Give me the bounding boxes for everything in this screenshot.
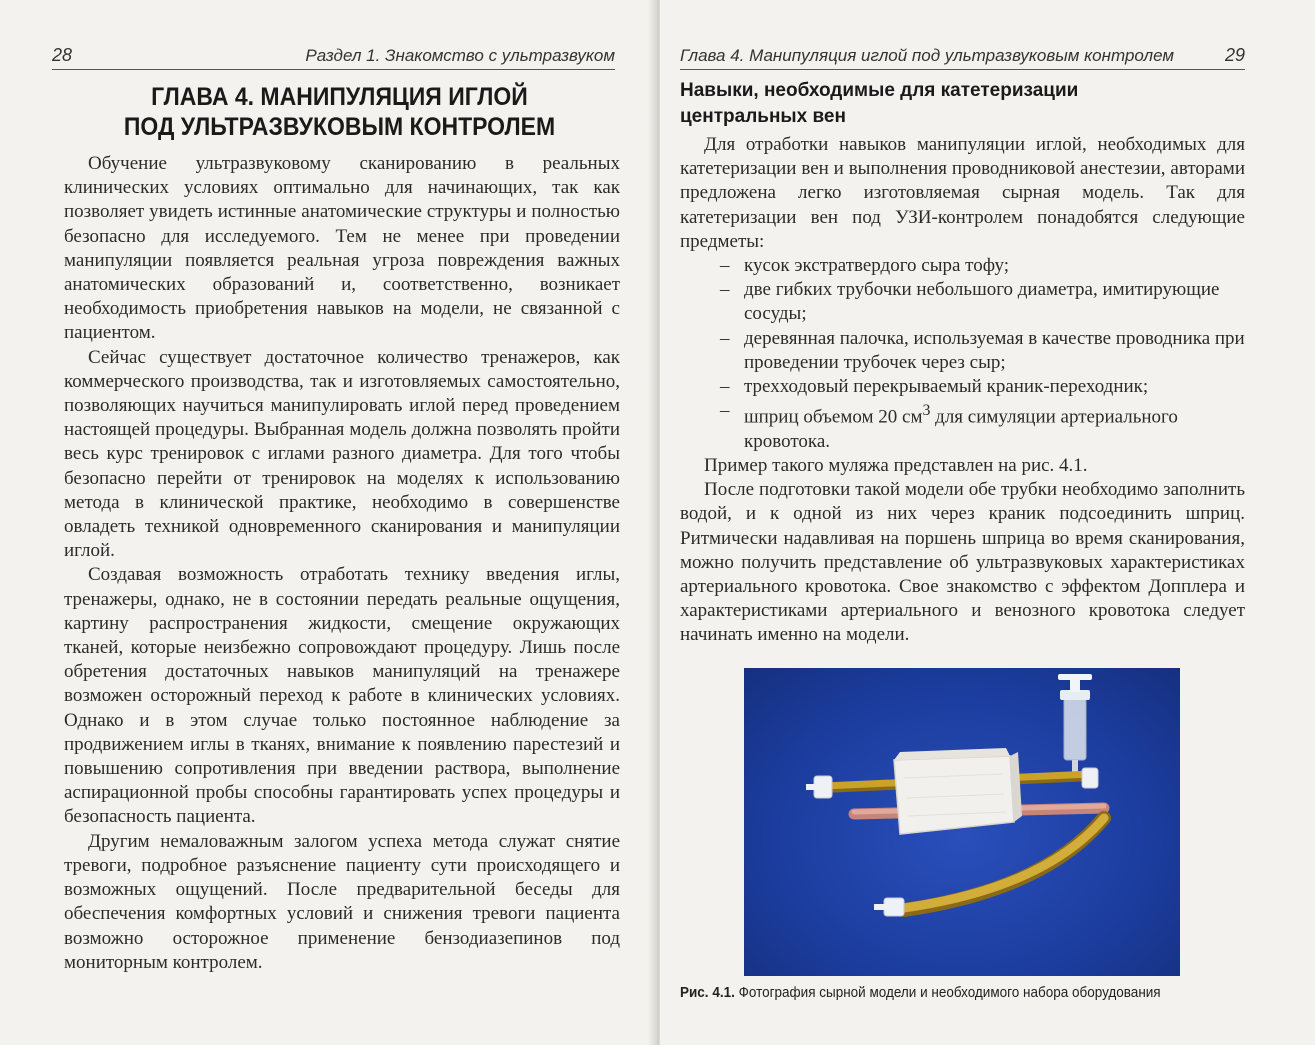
- list-item: – две гибких трубочки небольшого диаметра, имитирующие сосуды;: [680, 278, 1245, 326]
- left-page: [0, 0, 655, 1045]
- paragraph-4: Другим немаловажным залогом успеха метода служат снятие тревоги, подробное разъяснение пациенту сути происходящего и возможных ощущений. После предварительной беседы для обеспечения комфортных условий и снижения тревоги пациента возможно осторожное применение бензодиазепинов под мониторным контролем.: [64, 830, 620, 973]
- superscript-three: 3: [922, 402, 931, 420]
- section-title: [680, 78, 1120, 130]
- chapter-title-line-1: ГЛАВА 4. МАНИПУЛЯЦИЯ ИГЛОЙ: [151, 83, 528, 111]
- right-page: [660, 0, 1315, 1045]
- equipment-list: [680, 254, 1245, 454]
- left-page-number: 28: [52, 45, 73, 65]
- right-running-head-text: Глава 4. Манипуляция иглой под ультразвуковым контролем: [680, 46, 1174, 65]
- paragraph-3: Создавая возможность отработать технику введения иглы, тренажеры, однако, не в состоянии передать реальные ощущения, картину распространения жидкости, смещение окружающих тканей, которые неизбежно сопровождают процедуру. Лишь после обретения достаточных навыков манипуляций на тренажере возможен осторожный переход к работе в клинических условиях. Однако и в этом случае только постоянное наблюдение за продвижением иглы в тканях, внимание к появлению парестезий и повышению сопротивления при введении раствора, выполнение аспирационной пробы способны гарантировать успех процедуры и безопасность пациента.: [64, 564, 620, 828]
- left-body-text: [64, 152, 620, 975]
- cheese-model-illustration: [744, 668, 1180, 976]
- list-item: – деревянная палочка, используемая в качестве проводника при проведении трубочек через сыр;: [680, 327, 1245, 375]
- section-title-line-1: Навыки, необходимые для катетеризации: [680, 80, 1079, 101]
- stopcock-valve-icon: [874, 898, 904, 916]
- intro-paragraph: Для отработки навыков манипуляции иглой, необходимых для катетеризации вен и выполнения проводниковой анестезии, авторами предложена легко изготовляемая сырная модель. Так для катетеризации вен под УЗИ-контролем понадобятся следующие предметы:: [680, 134, 1245, 252]
- stopcock-valve-icon: [1082, 768, 1098, 788]
- figure-caption: [680, 984, 1202, 1001]
- list-item: – трехходовый перекрываемый краник-переходник;: [680, 375, 1245, 399]
- paragraph-2: Сейчас существует достаточное количество тренажеров, как коммерческого производства, так и изготовляемых самостоятельно, позволяющих научиться манипулировать иглой перед проведением настоящей процедуры. Выбранная модель должна позволять пройти весь курс тренировок с иглами разного диаметра. Для того чтобы безопасно перейти от тренировок на моделях к использованию метода в клинической практике, необходимо в совершенстве овладеть техникой одновременного сканирования и манипуляции иглой.: [64, 346, 620, 562]
- stopcock-valve-icon: [806, 776, 832, 798]
- section-title-line-2: центральных вен: [680, 106, 846, 127]
- caption-label: Рис. 4.1.: [680, 984, 735, 1001]
- chapter-title-line-2: ПОД УЛЬТРАЗВУКОВЫМ КОНТРОЛЕМ: [123, 113, 556, 141]
- after-paragraph: После подготовки такой модели обе трубки необходимо заполнить водой, и к одной из них через краник подсоединить шприц. Ритмически надавливая на поршень шприца во время сканирования, можно получить представление об ультразвуковых характеристиках артериального кровотока. Свое знакомство с эффектом Допплера и характеристиками артериального и венозного кровотока следует начинать именно на модели.: [680, 479, 1245, 646]
- left-running-head-text: Раздел 1. Знакомство с ультразвуком: [305, 46, 615, 65]
- syringe-text-before: шприц объемом 20 см: [744, 406, 923, 428]
- right-running-head: [680, 42, 1245, 70]
- right-body-text: [680, 133, 1245, 648]
- paragraph-1: Обучение ультразвуковому сканированию в реальных клинических условиях оптимально для начинающих, так как позволяет увидеть истинные анатомические структуры и полностью безопасно для исследуемого. Тем не менее при проведении манипуляции появляется реальная угроза повреждения важных анатомических образований и, соответственно, возникает необходимость приобретения навыков на модели, не связанной с пациентом.: [64, 153, 620, 344]
- lower-tube: [904, 818, 1104, 908]
- syringe-text-after: для симуляции артериального кровотока.: [744, 406, 1178, 452]
- cheese-model-photo: [744, 668, 1180, 976]
- right-page-number: 29: [1224, 45, 1245, 65]
- caption-text: Фотография сырной модели и необходимого набора оборудования: [734, 984, 1161, 1001]
- list-item: – кусок экстратвердого сыра тофу;: [680, 254, 1245, 278]
- list-item-syringe: [680, 399, 1245, 454]
- tofu-cheese-block: [894, 748, 1022, 834]
- chapter-title: [82, 82, 596, 142]
- example-paragraph: Пример такого муляжа представлен на рис. 4.1.: [704, 454, 1088, 476]
- syringe-icon: [1058, 674, 1092, 776]
- left-running-head: [52, 42, 615, 70]
